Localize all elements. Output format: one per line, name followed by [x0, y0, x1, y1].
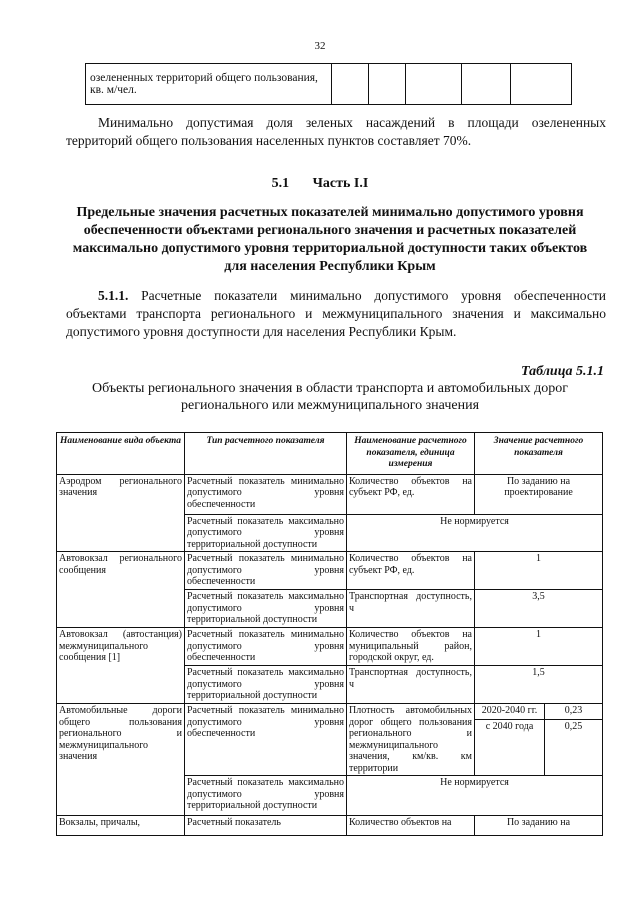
indicator-name: Транспортная доступность, ч — [347, 666, 475, 704]
indicator-name: Транспортная доступность, ч — [347, 590, 475, 628]
indicator-value: 3,5 — [475, 590, 603, 628]
continuation-table-cell — [332, 64, 369, 105]
indicator-value: 1 — [475, 552, 603, 590]
period-value: 0,23 — [545, 704, 603, 720]
indicator-value: По заданию на — [475, 816, 603, 836]
continuation-table — [85, 63, 572, 105]
indicators-table — [56, 432, 603, 836]
header-object-type: Наименование вида объекта — [57, 433, 185, 475]
table-row — [57, 816, 603, 836]
object-name: Вокзалы, причалы, — [57, 816, 185, 836]
indicator-type: Расчетный показатель минимально допустимого уровня обеспеченности — [185, 628, 347, 666]
continuation-table-label: озелененных территорий общего пользования, кв. м/чел. — [86, 64, 332, 105]
continuation-table-cell — [406, 64, 462, 105]
table-title: Объекты регионального значения в области транспорта и автомобильных дорог регионального или межмуниципального значения — [91, 381, 569, 413]
indicator-value: Не нормируется — [347, 514, 603, 552]
object-name: Автомобильные дороги общего пользования регионального и межмуниципального значения — [57, 704, 185, 816]
clause-text: Расчетные показатели минимально допустимого уровня обеспеченности объектами транспорта регионального и межмуниципального значения и максимально допустимого уровня доступности для населения Республики Крым. — [66, 288, 606, 339]
header-indicator-type: Тип расчетного показателя — [185, 433, 347, 475]
indicator-value: По заданию на проектирование — [475, 474, 603, 514]
object-name: Автовокзал регионального сообщения — [57, 552, 185, 628]
period-label: 2020-2040 гг. — [475, 704, 545, 720]
continuation-table-cell — [511, 64, 572, 105]
indicator-type: Расчетный показатель максимально допустимого уровня территориальной доступности — [185, 590, 347, 628]
indicator-type: Расчетный показатель — [185, 816, 347, 836]
period-value: 0,25 — [545, 720, 603, 776]
header-indicator-name: Наименование расчетного показателя, единица измерения — [347, 433, 475, 475]
indicator-name: Плотность автомобильных дорог общего пользования регионального и межмуниципального значения, км/кв. км территории — [347, 704, 475, 776]
table-row — [57, 552, 603, 590]
table-row — [57, 474, 603, 514]
indicator-type: Расчетный показатель максимально допустимого уровня территориальной доступности — [185, 666, 347, 704]
section-number: 5.1 — [271, 176, 290, 191]
indicator-type: Расчетный показатель максимально допустимого уровня территориальной доступности — [185, 514, 347, 552]
continuation-table-cell — [462, 64, 511, 105]
indicator-type: Расчетный показатель максимально допустимого уровня территориальной доступности — [185, 776, 347, 816]
table-row — [57, 704, 603, 720]
indicator-type: Расчетный показатель минимально допустимого уровня обеспеченности — [185, 704, 347, 776]
indicator-value: 1,5 — [475, 666, 603, 704]
section-heading — [0, 176, 640, 192]
object-name: Автовокзал (автостанция) межмуниципального сообщения [1] — [57, 628, 185, 704]
header-indicator-value: Значение расчетного показателя — [475, 433, 603, 475]
section-subheading: Предельные значения расчетных показателей минимально допустимого уровня обеспеченности объектами регионального значения и расчетных показателей максимально допустимого уровня территориальной доступности таких объектов для населения Республики Крым — [72, 205, 588, 274]
indicator-type: Расчетный показатель минимально допустимого уровня обеспеченности — [185, 474, 347, 514]
paragraph-green-share: Минимально допустимая доля зеленых насаждений в площади озелененных территорий общего пользования населенных пунктов составляет 70%. — [66, 115, 606, 148]
indicator-name: Количество объектов на муниципальный район, городской округ, ед. — [347, 628, 475, 666]
object-name: Аэродром регионального значения — [57, 474, 185, 552]
indicator-name: Количество объектов на субъект РФ, ед. — [347, 474, 475, 514]
clause-number: 5.1.1. — [98, 288, 129, 303]
table-row — [57, 628, 603, 666]
period-label: с 2040 года — [475, 720, 545, 776]
section-title: Часть I.I — [312, 176, 369, 191]
indicator-type: Расчетный показатель минимально допустимого уровня обеспеченности — [185, 552, 347, 590]
paragraph-clause — [66, 287, 606, 341]
indicator-value: 1 — [475, 628, 603, 666]
continuation-table-cell — [369, 64, 406, 105]
indicator-name: Количество объектов на — [347, 816, 475, 836]
page-number: 32 — [314, 40, 326, 52]
table-caption: Таблица 5.1.1 — [521, 364, 604, 379]
table-header-row — [57, 433, 603, 475]
indicator-value: Не нормируется — [347, 776, 603, 816]
indicator-name: Количество объектов на субъект РФ, ед. — [347, 552, 475, 590]
